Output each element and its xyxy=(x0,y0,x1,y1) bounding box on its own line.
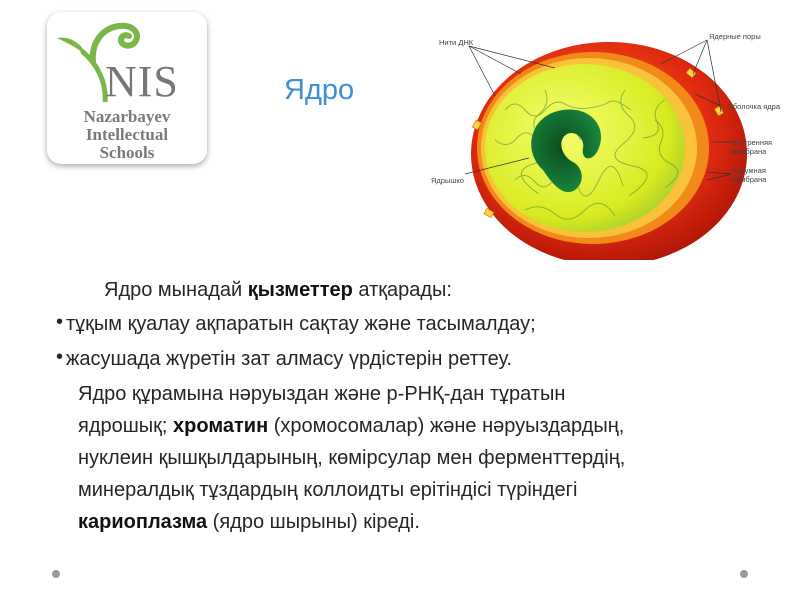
nis-logo xyxy=(47,12,207,164)
corner-dot-left xyxy=(52,570,60,578)
bullet-marker: • xyxy=(56,311,64,333)
logo-line-2: Intellectual xyxy=(85,125,169,144)
logo-line-3: Schools xyxy=(99,143,155,162)
label-inner-membrane: Внутренняя мембрана xyxy=(731,138,773,156)
logo-line-1: Nazarbayev xyxy=(83,107,171,126)
corner-dot-right xyxy=(740,570,748,578)
paragraph-line-4: минералдық тұздардың коллоидты ерітіндісі түріндегі xyxy=(78,479,578,501)
paragraph-line-2: ядрошық; хроматин (хромосомалар) және нәруыздардың, xyxy=(78,415,625,437)
paragraph-line-1: Ядро құрамына нәруыздан және р-РНҚ-дан тұратын xyxy=(78,383,566,405)
paragraph-line-3: нуклеин қышқылдарының, көмірсулар мен ферменттердің, xyxy=(78,447,626,469)
label-nucleolus: Ядрышко xyxy=(431,176,464,185)
nucleus-diagram xyxy=(425,30,800,260)
intro-line: Ядро мынадай қызметтер атқарады: xyxy=(104,279,452,301)
bullet-marker: • xyxy=(56,346,64,368)
paragraph-line-5: кариоплазма (ядро шырыны) кіреді. xyxy=(78,511,420,533)
label-outer-membrane: Наружная мембрана xyxy=(731,166,767,184)
bullet-2: жасушада жүретін зат алмасу үрдістерін реттеу. xyxy=(66,348,513,370)
label-dna: Нити ДНК xyxy=(439,38,474,47)
label-envelope: Оболочка ядра xyxy=(727,102,780,111)
label-pores: Ядерные поры xyxy=(709,32,761,41)
slide-title: Ядро xyxy=(284,74,355,106)
bullet-1: тұқым қуалау ақпаратын сақтау және тасымалдау; xyxy=(66,313,536,335)
logo-brand: NIS xyxy=(105,57,179,106)
